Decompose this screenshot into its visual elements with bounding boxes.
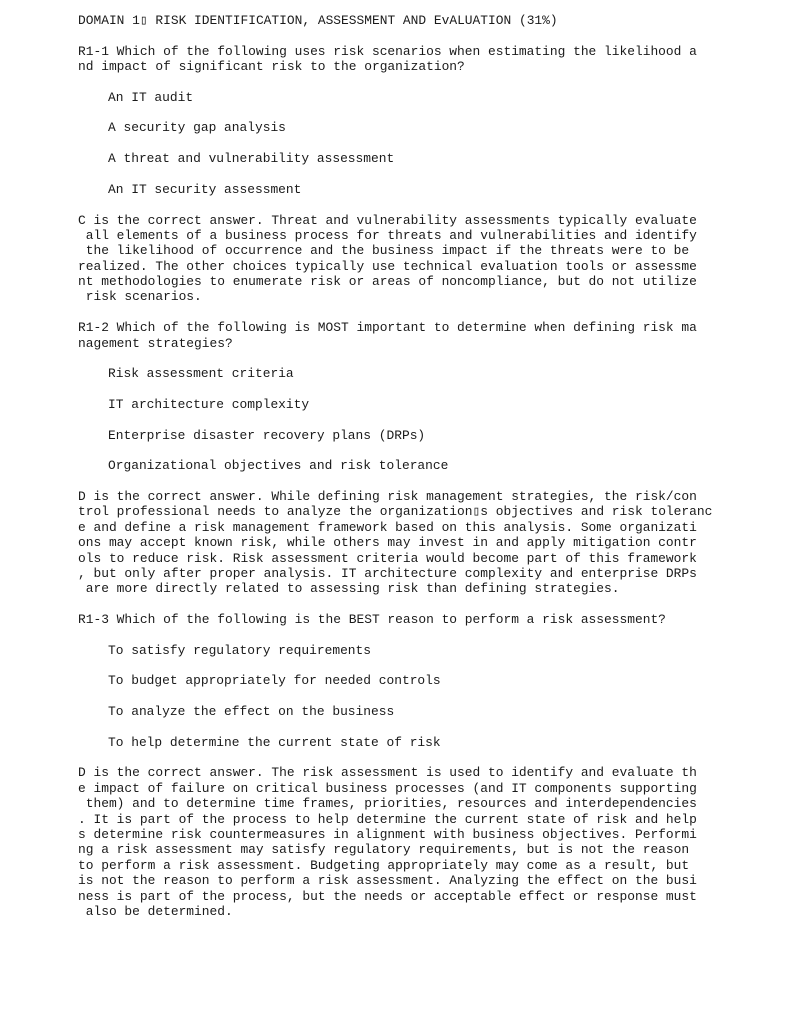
answer-option: Enterprise disaster recovery plans (DRPs) (108, 427, 426, 443)
document-page (78, 13, 778, 919)
answer-explanation: ng a risk assessment may satisfy regulatory requirements, but is not the reason (78, 842, 690, 858)
spacer (78, 627, 778, 642)
spacer (78, 750, 778, 765)
question-block (78, 44, 778, 305)
question-text: nagement strategies? (78, 335, 233, 351)
question-text: R1-2 Which of the following is MOST important to determine when defining risk ma (78, 320, 697, 336)
spacer (78, 382, 778, 397)
spacer (78, 412, 778, 427)
answer-explanation: , but only after proper analysis. IT architecture complexity and enterprise DRPs (78, 565, 697, 581)
answer-explanation: nt methodologies to enumerate risk or areas of noncompliance, but do not utilize (78, 274, 697, 290)
answer-option: To budget appropriately for needed controls (108, 673, 441, 689)
answer-explanation: trol professional needs to analyze the organization▯s objectives and risk toleranc (78, 504, 713, 520)
answer-option: A threat and vulnerability assessment (108, 151, 395, 167)
answer-explanation: also be determined. (78, 903, 233, 919)
answer-explanation: ness is part of the process, but the needs or acceptable effect or response must (78, 888, 697, 904)
spacer (78, 719, 778, 734)
answer-explanation: to perform a risk assessment. Budgeting appropriately may come as a result, but (78, 857, 690, 873)
answer-explanation: D is the correct answer. The risk assessment is used to identify and evaluate th (78, 765, 697, 781)
spacer (78, 305, 778, 320)
spacer (78, 105, 778, 120)
question-block (78, 612, 778, 919)
answer-option: To analyze the effect on the business (108, 704, 395, 720)
spacer (78, 74, 778, 89)
answer-explanation: risk scenarios. (78, 289, 202, 305)
spacer (78, 136, 778, 151)
answer-option: To satisfy regulatory requirements (108, 642, 372, 658)
answer-option: A security gap analysis (108, 120, 286, 136)
spacer (78, 658, 778, 673)
question-text: R1-1 Which of the following uses risk scenarios when estimating the likelihood a (78, 43, 697, 59)
answer-explanation: ons may accept known risk, while others may invest in and apply mitigation contr (78, 535, 697, 551)
answer-explanation: e impact of failure on critical business processes (and IT components supporting (78, 780, 697, 796)
spacer (78, 474, 778, 489)
spacer (78, 28, 778, 43)
answer-explanation: e and define a risk management framework based on this analysis. Some organizati (78, 519, 697, 535)
answer-explanation: is not the reason to perform a risk assessment. Analyzing the effect on the busi (78, 873, 697, 889)
spacer (78, 167, 778, 182)
answer-explanation: D is the correct answer. While defining risk management strategies, the risk/con (78, 488, 697, 504)
answer-explanation: them) and to determine time frames, priorities, resources and interdependencies (78, 796, 697, 812)
answer-option: Risk assessment criteria (108, 366, 294, 382)
answer-option: IT architecture complexity (108, 396, 310, 412)
answer-explanation: s determine risk countermeasures in alignment with business objectives. Performi (78, 827, 697, 843)
answer-explanation: realized. The other choices typically use technical evaluation tools or assessme (78, 258, 697, 274)
answer-explanation: all elements of a business process for threats and vulnerabilities and identify (78, 227, 697, 243)
answer-option: Organizational objectives and risk tolerance (108, 458, 449, 474)
answer-explanation: . It is part of the process to help determine the current state of risk and help (78, 811, 697, 827)
question-text: R1-3 Which of the following is the BEST reason to perform a risk assessment? (78, 612, 666, 628)
answer-option: To help determine the current state of risk (108, 734, 441, 750)
domain-heading: DOMAIN 1▯ RISK IDENTIFICATION, ASSESSMENT AND EvALUATION (31%) (78, 13, 558, 28)
spacer (78, 197, 778, 212)
answer-explanation: are more directly related to assessing risk than defining strategies. (78, 581, 620, 597)
answer-option: An IT security assessment (108, 181, 302, 197)
spacer (78, 443, 778, 458)
spacer (78, 351, 778, 366)
spacer (78, 597, 778, 612)
answer-explanation: C is the correct answer. Threat and vulnerability assessments typically evaluate (78, 212, 697, 228)
spacer (78, 689, 778, 704)
answer-explanation: the likelihood of occurrence and the business impact if the threats were to be (78, 243, 690, 259)
question-block (78, 320, 778, 597)
question-text: nd impact of significant risk to the organization? (78, 59, 465, 75)
answer-explanation: ols to reduce risk. Risk assessment criteria would become part of this framework (78, 550, 697, 566)
answer-option: An IT audit (108, 89, 194, 105)
